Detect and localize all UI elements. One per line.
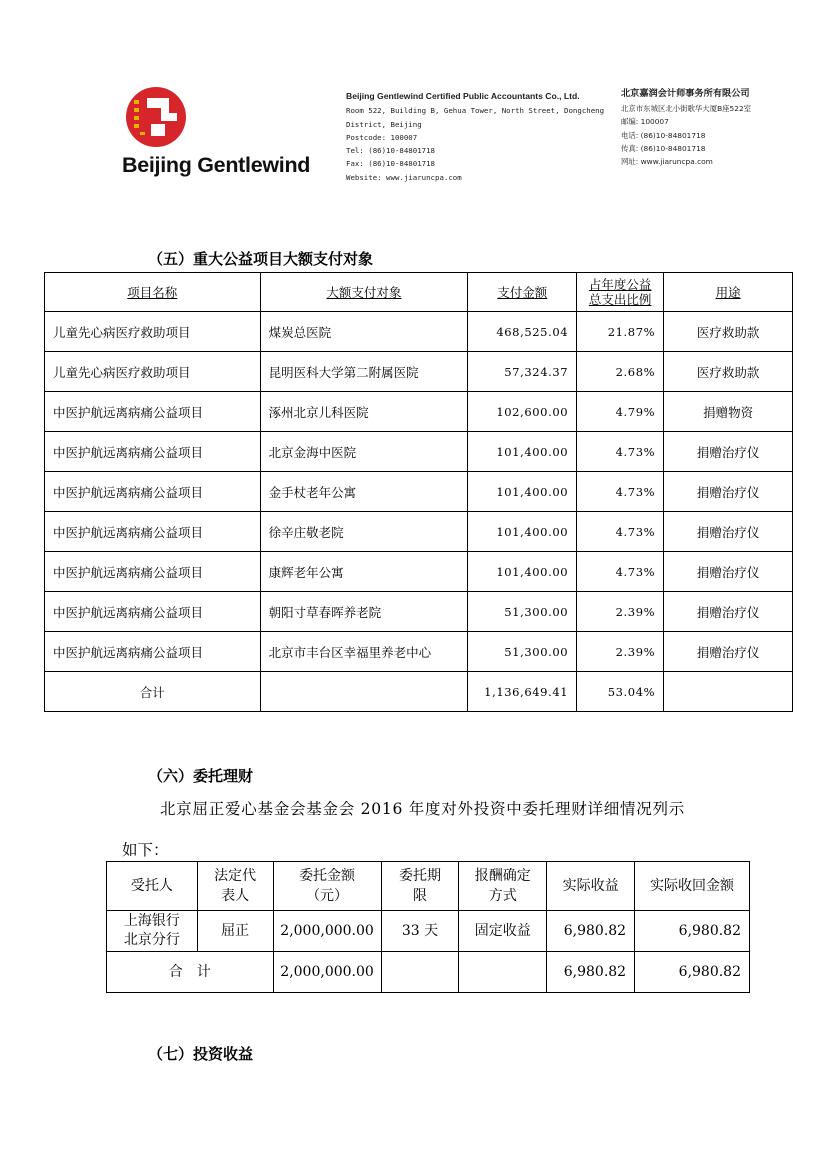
row-amount: 101,400.00 <box>468 512 577 552</box>
table-row <box>45 472 793 512</box>
english-website: Website: www.jiaruncpa.com <box>346 172 462 182</box>
row-payee: 朝阳寸草春晖养老院 <box>260 592 468 632</box>
total-ratio: 53.04% <box>577 672 664 712</box>
header-payee: 大额支付对象 <box>260 273 468 312</box>
table-header-row <box>107 862 750 911</box>
header-method: 报酬确定 方式 <box>459 862 547 911</box>
row-amount: 2,000,000.00 <box>273 911 381 952</box>
table-row <box>45 512 793 552</box>
row-amount: 101,400.00 <box>468 472 577 512</box>
row-amount: 51,300.00 <box>468 592 577 632</box>
row-payee: 康辉老年公寓 <box>260 552 468 592</box>
row-ratio: 2.68% <box>577 352 664 392</box>
table-row <box>45 392 793 432</box>
chinese-website: 网址: www.jiaruncpa.com <box>621 157 713 167</box>
header-trustee: 受托人 <box>107 862 198 911</box>
row-purpose: 医疗救助款 <box>664 352 793 392</box>
section6-heading: （六）委托理财 <box>148 767 254 785</box>
row-project: 中医护航远离病痛公益项目 <box>45 552 261 592</box>
table-row <box>107 911 750 952</box>
total-empty-cell <box>664 672 793 712</box>
table-row <box>45 432 793 472</box>
header-income: 实际收益 <box>547 862 635 911</box>
total-amount: 2,000,000.00 <box>273 952 381 993</box>
total-recovered: 6,980.82 <box>635 952 750 993</box>
header-project: 项目名称 <box>45 273 261 312</box>
row-amount: 102,600.00 <box>468 392 577 432</box>
table-row <box>45 592 793 632</box>
row-project: 儿童先心病医疗救助项目 <box>45 312 261 352</box>
total-income: 6,980.82 <box>547 952 635 993</box>
row-purpose: 捐赠治疗仪 <box>664 632 793 672</box>
english-address-line2: District, Beijing <box>346 119 422 129</box>
total-amount: 1,136,649.41 <box>468 672 577 712</box>
table-row <box>45 632 793 672</box>
english-tel: Tel: (86)10-84801718 <box>346 146 435 156</box>
table-header-row <box>45 273 793 312</box>
table-row <box>45 552 793 592</box>
row-amount: 51,300.00 <box>468 632 577 672</box>
header-entrusted-amount: 委托金额 （元） <box>273 862 381 911</box>
header-amount: 支付金额 <box>468 273 577 312</box>
row-ratio: 4.73% <box>577 512 664 552</box>
large-payments-table <box>44 272 793 712</box>
row-recovered: 6,980.82 <box>635 911 750 952</box>
row-payee: 徐辛庄敬老院 <box>260 512 468 552</box>
header-purpose: 用途 <box>664 273 793 312</box>
section6-paragraph-end: 如下： <box>122 841 169 859</box>
row-amount: 101,400.00 <box>468 432 577 472</box>
row-term: 33 天 <box>381 911 459 952</box>
row-payee: 涿州北京儿科医院 <box>260 392 468 432</box>
chinese-letterhead <box>621 87 751 168</box>
row-ratio: 4.73% <box>577 552 664 592</box>
header-ratio: 占年度公益 总支出比例 <box>577 273 664 312</box>
firm-logo-icon <box>125 86 187 148</box>
row-payee: 金手杖老年公寓 <box>260 472 468 512</box>
total-label: 合计 <box>45 672 261 712</box>
row-purpose: 捐赠物资 <box>664 392 793 432</box>
row-legal-rep: 屈正 <box>197 911 273 952</box>
section5-heading: （五）重大公益项目大额支付对象 <box>148 250 374 268</box>
row-purpose: 捐赠治疗仪 <box>664 552 793 592</box>
total-empty-cell <box>459 952 547 993</box>
chinese-firm-name: 北京嘉润会计师事务所有限公司 <box>621 88 750 99</box>
row-payee: 北京金海中医院 <box>260 432 468 472</box>
header-legal-rep: 法定代 表人 <box>197 862 273 911</box>
chinese-postcode: 邮编: 100007 <box>621 117 669 127</box>
header-term: 委托期 限 <box>381 862 459 911</box>
row-payee: 煤炭总医院 <box>260 312 468 352</box>
row-project: 中医护航远离病痛公益项目 <box>45 512 261 552</box>
row-ratio: 4.73% <box>577 472 664 512</box>
row-ratio: 4.79% <box>577 392 664 432</box>
row-project: 中医护航远离病痛公益项目 <box>45 472 261 512</box>
row-purpose: 医疗救助款 <box>664 312 793 352</box>
total-label: 合 计 <box>107 952 274 993</box>
english-address-line1: Room 522, Building B, Gehua Tower, North Street, Dongcheng <box>346 106 605 116</box>
english-fax: Fax: (86)10-84801718 <box>346 159 435 169</box>
row-payee: 昆明医科大学第二附属医院 <box>260 352 468 392</box>
row-amount: 57,324.37 <box>468 352 577 392</box>
total-empty-cell <box>260 672 468 712</box>
row-trustee: 上海银行 北京分行 <box>107 911 198 952</box>
row-project: 中医护航远离病痛公益项目 <box>45 592 261 632</box>
row-payee: 北京市丰台区幸福里养老中心 <box>260 632 468 672</box>
row-ratio: 21.87% <box>577 312 664 352</box>
chinese-fax: 传真: (86)10-84801718 <box>621 143 706 153</box>
row-purpose: 捐赠治疗仪 <box>664 432 793 472</box>
total-empty-cell <box>381 952 459 993</box>
entrusted-finance-table <box>106 861 750 993</box>
row-purpose: 捐赠治疗仪 <box>664 512 793 552</box>
row-project: 中医护航远离病痛公益项目 <box>45 392 261 432</box>
logo-wordmark: Beijing Gentlewind <box>122 153 311 177</box>
header-recovered: 实际收回金额 <box>635 862 750 911</box>
row-income: 6,980.82 <box>547 911 635 952</box>
section7-heading: （七）投资收益 <box>148 1045 254 1063</box>
chinese-address: 北京市东城区北小街歌华大厦B座522室 <box>621 104 752 114</box>
english-firm-name: Beijing Gentlewind Certified Public Accountants Co., Ltd. <box>346 91 580 101</box>
row-purpose: 捐赠治疗仪 <box>664 592 793 632</box>
row-ratio: 2.39% <box>577 592 664 632</box>
table-row <box>45 312 793 352</box>
table-total-row <box>45 672 793 712</box>
row-project: 中医护航远离病痛公益项目 <box>45 632 261 672</box>
row-project: 中医护航远离病痛公益项目 <box>45 432 261 472</box>
chinese-tel: 电话: (86)10-84801718 <box>621 130 706 140</box>
row-method: 固定收益 <box>459 911 547 952</box>
english-postcode: Postcode: 100007 <box>346 132 418 142</box>
row-ratio: 2.39% <box>577 632 664 672</box>
row-purpose: 捐赠治疗仪 <box>664 472 793 512</box>
table-row <box>45 352 793 392</box>
section6-paragraph: 北京屈正爱心基金会基金会 2016 年度对外投资中委托理财详细情况列示 <box>160 800 686 818</box>
row-ratio: 4.73% <box>577 432 664 472</box>
row-project: 儿童先心病医疗救助项目 <box>45 352 261 392</box>
row-amount: 468,525.04 <box>468 312 577 352</box>
row-amount: 101,400.00 <box>468 552 577 592</box>
english-letterhead <box>346 90 604 184</box>
table-total-row <box>107 952 750 993</box>
